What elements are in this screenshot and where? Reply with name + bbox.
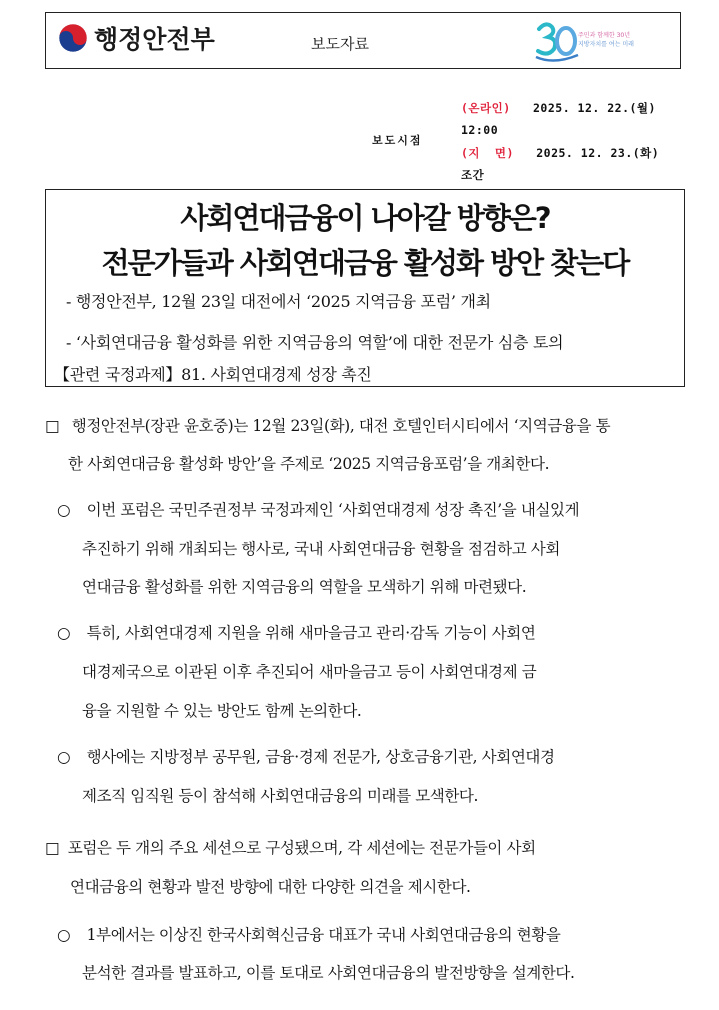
paragraph-3-line-3: 융을 지원할 수 있는 방안도 함께 논의한다.: [82, 702, 362, 720]
paragraph-6-line-1: [57, 923, 560, 945]
paragraph-5-line-2: 연대금융의 현황과 발전 방향에 대한 다양한 의견을 제시한다.: [70, 878, 471, 896]
subheading-1: - 행정안전부, 12월 23일 대전에서 ‘2025 지역금융 포럼’ 개최: [66, 292, 491, 311]
press-release-header: [45, 12, 681, 69]
anniversary-30-icon: [534, 17, 584, 65]
paragraph-5-line-1: [45, 836, 536, 858]
paragraph-2-line-1: [57, 498, 579, 520]
taegeuk-emblem-icon: [58, 23, 88, 53]
paragraph-6-line-2: 분석한 결과를 발표하고, 이를 토대로 사회연대금융의 발전방향을 설계한다.: [82, 964, 575, 982]
headline-line1: 사회연대금융이 나아갈 방향은?: [180, 201, 550, 235]
circle-bullet-icon: ○: [57, 926, 71, 944]
subheading-2: - ‘사회연대금융 활성화를 위한 지역금융의 역할’에 대한 전문가 심층 토의: [66, 333, 564, 352]
paper-date: 2025. 12. 23.(화): [536, 146, 660, 160]
embargo-paper: [461, 145, 659, 161]
embargo-online: [461, 100, 656, 116]
paragraph-3-line-1: [57, 621, 535, 643]
anniversary-line1: 주민과 함께한 30년: [578, 32, 631, 39]
paragraph-1-line-2: 한 사회연대금융 활성화 방안’을 주제로 ‘2025 지역금융포럼’을 개최한다.: [68, 455, 550, 473]
online-tag: (온라인): [461, 101, 511, 115]
embargo-label: 보도시점: [372, 134, 423, 147]
paper-tag: (지 면): [461, 146, 514, 160]
headline-line2: 전문가들과 사회연대금융 활성화 방안 찾는다: [101, 246, 629, 280]
paragraph-4-line-1: [57, 745, 555, 767]
embargo-paper-edition: 조간: [461, 168, 485, 182]
online-date: 2025. 12. 22.(월): [533, 101, 656, 115]
ministry-name: 행정안전부: [94, 25, 215, 54]
related-task: 【관련 국정과제】81. 사회연대경제 성장 촉진: [54, 365, 372, 384]
paragraph-1-text-1: 행정안전부(장관 윤호중)는 12월 23일(화), 대전 호텔인터시티에서 ‘지역금융을 통: [71, 417, 611, 435]
circle-bullet-icon: ○: [57, 624, 71, 642]
paragraph-6-text-1: 1부에서는 이상진 한국사회혁신금융 대표가 국내 사회연대금융의 현황을: [86, 926, 561, 944]
doc-type-label: 보도자료: [311, 35, 369, 53]
circle-bullet-icon: ○: [57, 501, 71, 519]
embargo-online-time: 12:00: [461, 123, 499, 137]
square-bullet-icon: □: [45, 417, 60, 435]
paragraph-5-text-1: 포럼은 두 개의 주요 세션으로 구성됐으며, 각 세션에는 전문가들이 사회: [67, 839, 536, 857]
paragraph-4-text-1: 행사에는 지방정부 공무원, 금융·경제 전문가, 상호금융기관, 사회연대경: [86, 748, 555, 766]
anniversary-line2: 지방자치를 여는 미래: [578, 41, 634, 48]
paragraph-3-text-1: 특히, 사회연대경제 지원을 위해 새마을금고 관리·감독 기능이 사회연: [86, 624, 536, 642]
anniversary-caption: [578, 31, 634, 49]
circle-bullet-icon: ○: [57, 748, 71, 766]
anniversary-logo: [534, 17, 649, 65]
paragraph-3-line-2: 대경제국으로 이관된 이후 추진되어 새마을금고 등이 사회연대경제 금: [82, 663, 537, 681]
paragraph-4-line-2: 제조직 임직원 등이 참석해 사회연대금융의 미래를 모색한다.: [82, 787, 479, 805]
ministry-logo: [58, 20, 215, 56]
paragraph-2-line-3: 연대금융 활성화를 위한 지역금융의 역할을 모색하기 위해 마련됐다.: [82, 578, 527, 596]
square-bullet-icon: □: [45, 839, 60, 857]
paragraph-2-text-1: 이번 포럼은 국민주권정부 국정과제인 ‘사회연대경제 성장 촉진’을 내실있게: [86, 501, 580, 519]
headline-box: [45, 189, 685, 387]
paragraph-2-line-2: 추진하기 위해 개최되는 행사로, 국내 사회연대금융 현황을 점검하고 사회: [82, 540, 560, 558]
paragraph-1-line-1: [45, 414, 610, 436]
